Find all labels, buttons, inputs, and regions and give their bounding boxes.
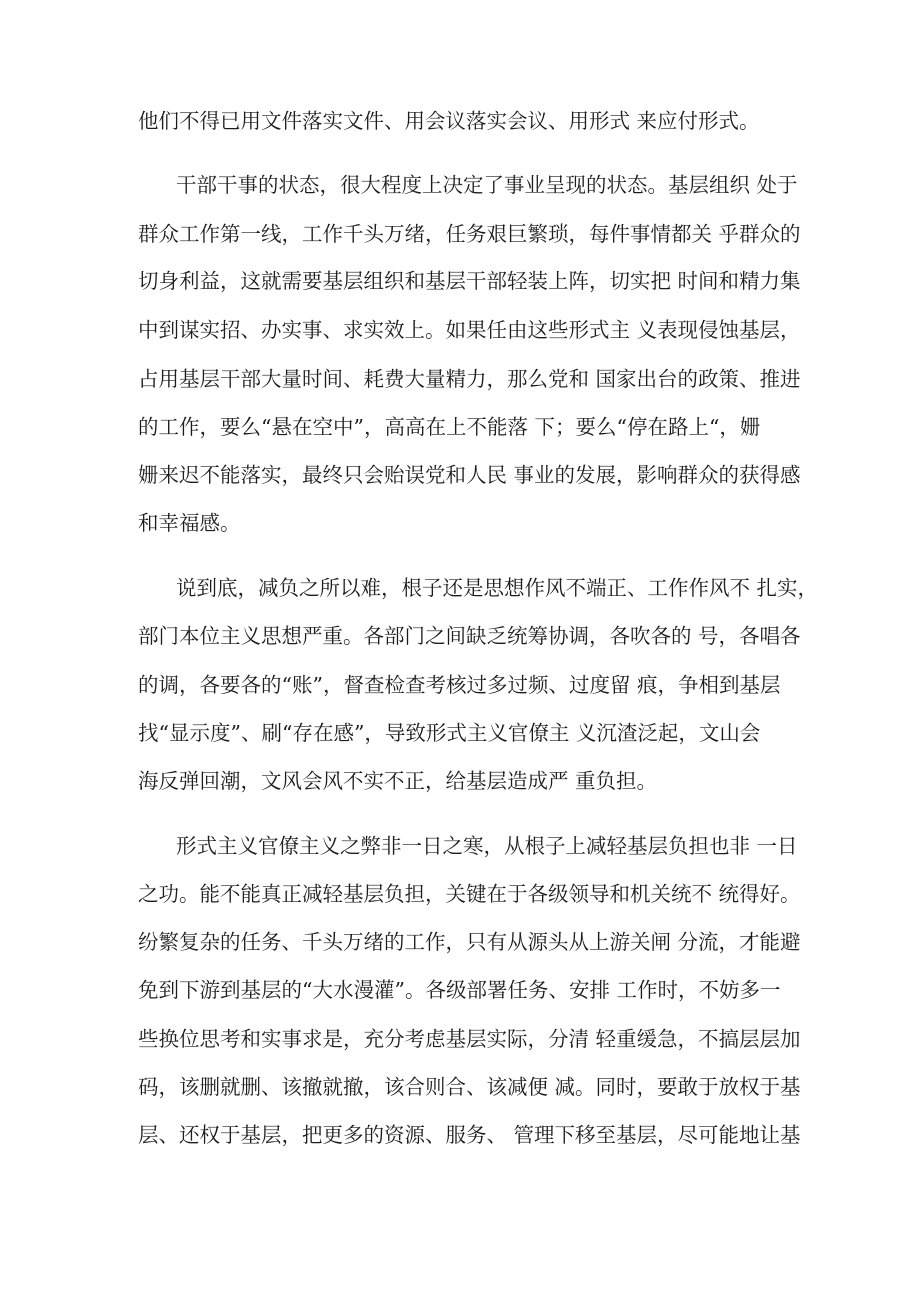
paragraph-4-line-7: 层、还权于基层，把更多的资源、服务、 管理下移至基层，尽可能地让基 [138,1123,801,1147]
paragraph-4-line-4: 免到下游到基层的“大水漫灌”。各级部署任务、安排 工作时，不妨多一 [138,978,781,1002]
paragraph-2-line-3: 切身利益，这就需要基层组织和基层干部轻装上阵，切实把 时间和精力集 [138,269,801,293]
paragraph-3-line-3: 的调，各要各的“账”，督查检查考核过多过频、过度留 痕，争相到基层 [138,673,781,697]
paragraph-1-line-1: 他们不得已用文件落实文件、用会议落实会议、用形式 来应付形式。 [138,109,760,133]
paragraph-2-line-8: 和幸福感。 [138,511,241,535]
paragraph-2-line-4: 中到谋实招、办实事、求实效上。如果任由这些形式主 义表现侵蚀基层， [138,318,801,342]
paragraph-3-line-2: 部门本位主义思想严重。各部门之间缺乏统筹协调，各吹各的 号，各唱各 [138,624,801,648]
paragraph-2-line-5: 占用基层干部大量时间、耗费大量精力，那么党和 国家出台的政策、推进 [138,367,801,391]
paragraph-3-line-1: 说到底，减负之所以难，根子还是思想作风不端正、工作作风不 扎实， [176,576,819,600]
paragraph-4-line-3: 纷繁复杂的任务、千头万绪的工作，只有从源头从上游关闸 分流，才能避 [138,930,801,954]
paragraph-3-line-4: 找“显示度”、刷“存在感”，导致形式主义官僚主 义沉渣泛起，文山会 [138,721,761,745]
paragraph-4-line-5: 些换位思考和实事求是，充分考虑基层实际，分清 轻重缓急，不搞层层加 [138,1027,801,1051]
paragraph-4-line-6: 码，该删就删、该撤就撤，该合则合、该减便 减。同时，要敢于放权于基 [138,1075,801,1099]
paragraph-4-line-1: 形式主义官僚主义之弊非一日之寒，从根子上减轻基层负担也非 一日 [176,834,798,858]
paragraph-2-line-6: 的工作，要么“悬在空中”，高高在上不能落 下；要么“停在路上“，姗 [138,415,761,439]
paragraph-4-line-2: 之功。能不能真正减轻基层负担，关键在于各级领导和机关统不 统得好。 [138,882,801,906]
paragraph-2-line-7: 姗来迟不能落实，最终只会贻误党和人民 事业的发展，影响群众的获得感 [138,463,801,487]
paragraph-2-line-1: 干部干事的状态，很大程度上决定了事业呈现的状态。基层组织 处于 [176,173,798,197]
paragraph-3-line-5: 海反弹回潮，文风会风不实不正，给基层造成严 重负担。 [138,769,658,793]
paragraph-2-line-2: 群众工作第一线，工作千头万绪，任务艰巨繁琐，每件事情都关 乎群众的 [138,222,801,246]
